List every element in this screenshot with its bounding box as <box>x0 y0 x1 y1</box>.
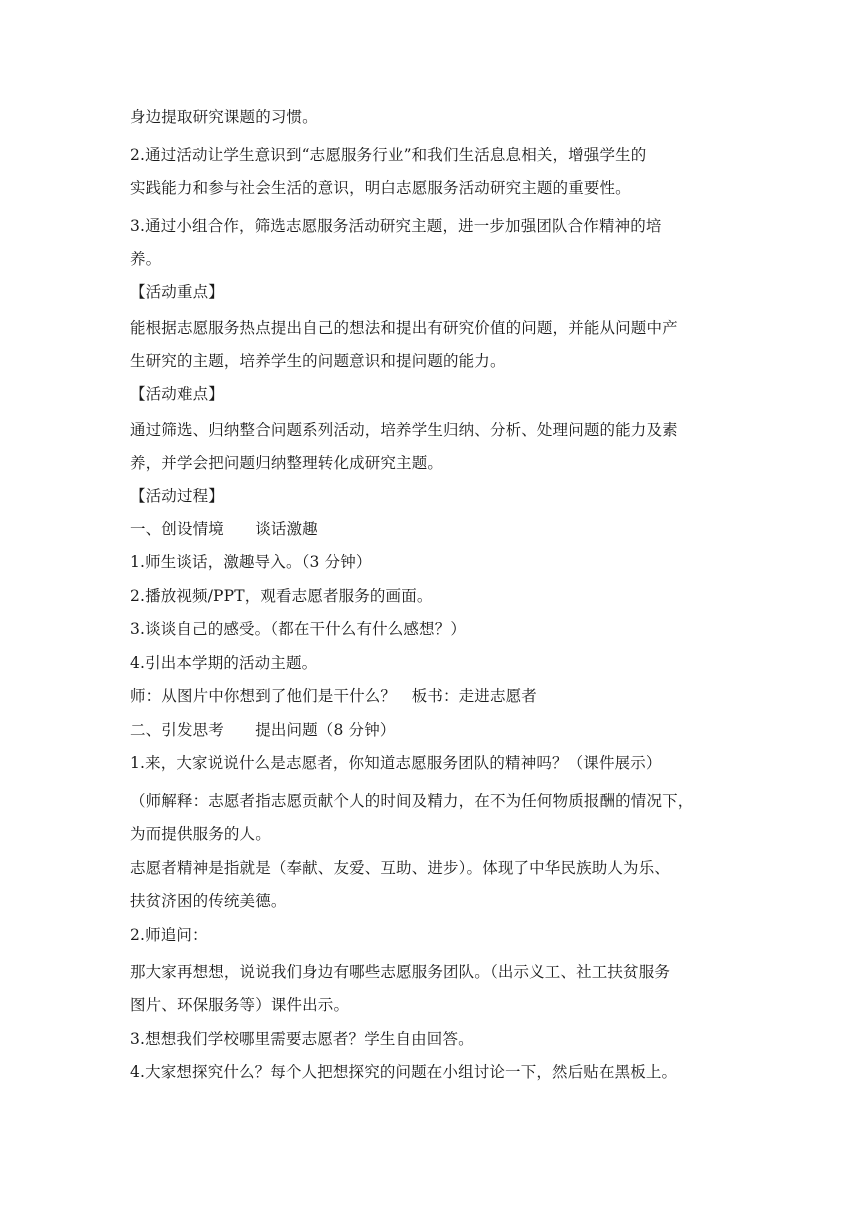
text-line: 养。 <box>130 250 162 268</box>
text-line: （师解释：志愿者指志愿贡献个人的时间及精力，在不为任何物质报酬的情况下， <box>130 792 694 810</box>
text-line: 生研究的主题，培养学生的问题意识和提问题的能力。 <box>130 352 506 370</box>
text-line: 那大家再想想，说说我们身边有哪些志愿服务团队。（出示义工、社工扶贫服务 <box>130 963 671 981</box>
text-line: 2.播放视频/PPT，观看志愿者服务的画面。 <box>130 587 433 605</box>
text-line: 3.谈谈自己的感受。（都在干什么有什么感想？） <box>130 620 466 638</box>
section-heading: 【活动过程】 <box>130 487 224 505</box>
text-line: 2.通过活动让学生意识到“志愿服务行业”和我们生活息息相关，增强学生的 <box>130 146 647 164</box>
text-line: 1.来，大家说说什么是志愿者，你知道志愿服务团队的精神吗？（课件展示） <box>130 754 662 772</box>
text-line: 二、引发思考 提出问题（8 分钟） <box>130 721 396 739</box>
section-heading: 【活动重点】 <box>130 283 224 301</box>
text-line: 扶贫济困的传统美德。 <box>130 892 287 910</box>
text-line: 师：从图片中你想到了他们是干什么？ 板书：走进志愿者 <box>130 687 537 705</box>
text-line: 实践能力和参与社会生活的意识，明白志愿服务活动研究主题的重要性。 <box>130 179 631 197</box>
text-line: 通过筛选、归纳整合问题系列活动，培养学生归纳、分析、处理问题的能力及素 <box>130 421 678 439</box>
text-line: 能根据志愿服务热点提出自己的想法和提出有研究价值的问题，并能从问题中产 <box>130 319 678 337</box>
text-line: 4.引出本学期的活动主题。 <box>130 654 318 672</box>
text-line: 2.师追问： <box>130 926 208 944</box>
text-line: 为而提供服务的人。 <box>130 825 271 843</box>
section-heading: 【活动难点】 <box>130 385 224 403</box>
text-line: 1.师生谈话，激趣导入。（3 分钟） <box>130 553 372 571</box>
text-line: 图片、环保服务等）课件出示。 <box>130 996 350 1014</box>
text-line: 身边提取研究课题的习惯。 <box>130 108 318 126</box>
text-line: 4.大家想探究什么？每个人把想探究的问题在小组讨论一下，然后贴在黑板上。 <box>130 1063 678 1081</box>
text-line: 3.通过小组合作，筛选志愿服务活动研究主题，进一步加强团队合作精神的培 <box>130 217 662 235</box>
text-line: 3.想想我们学校哪里需要志愿者？学生自由回答。 <box>130 1030 474 1048</box>
text-line: 一、创设情境 谈话激趣 <box>130 520 318 538</box>
text-line: 养，并学会把问题归纳整理转化成研究主题。 <box>130 454 444 472</box>
text-line: 志愿者精神是指就是（奉献、友爱、互助、进步）。体现了中华民族助人为乐、 <box>130 859 671 877</box>
